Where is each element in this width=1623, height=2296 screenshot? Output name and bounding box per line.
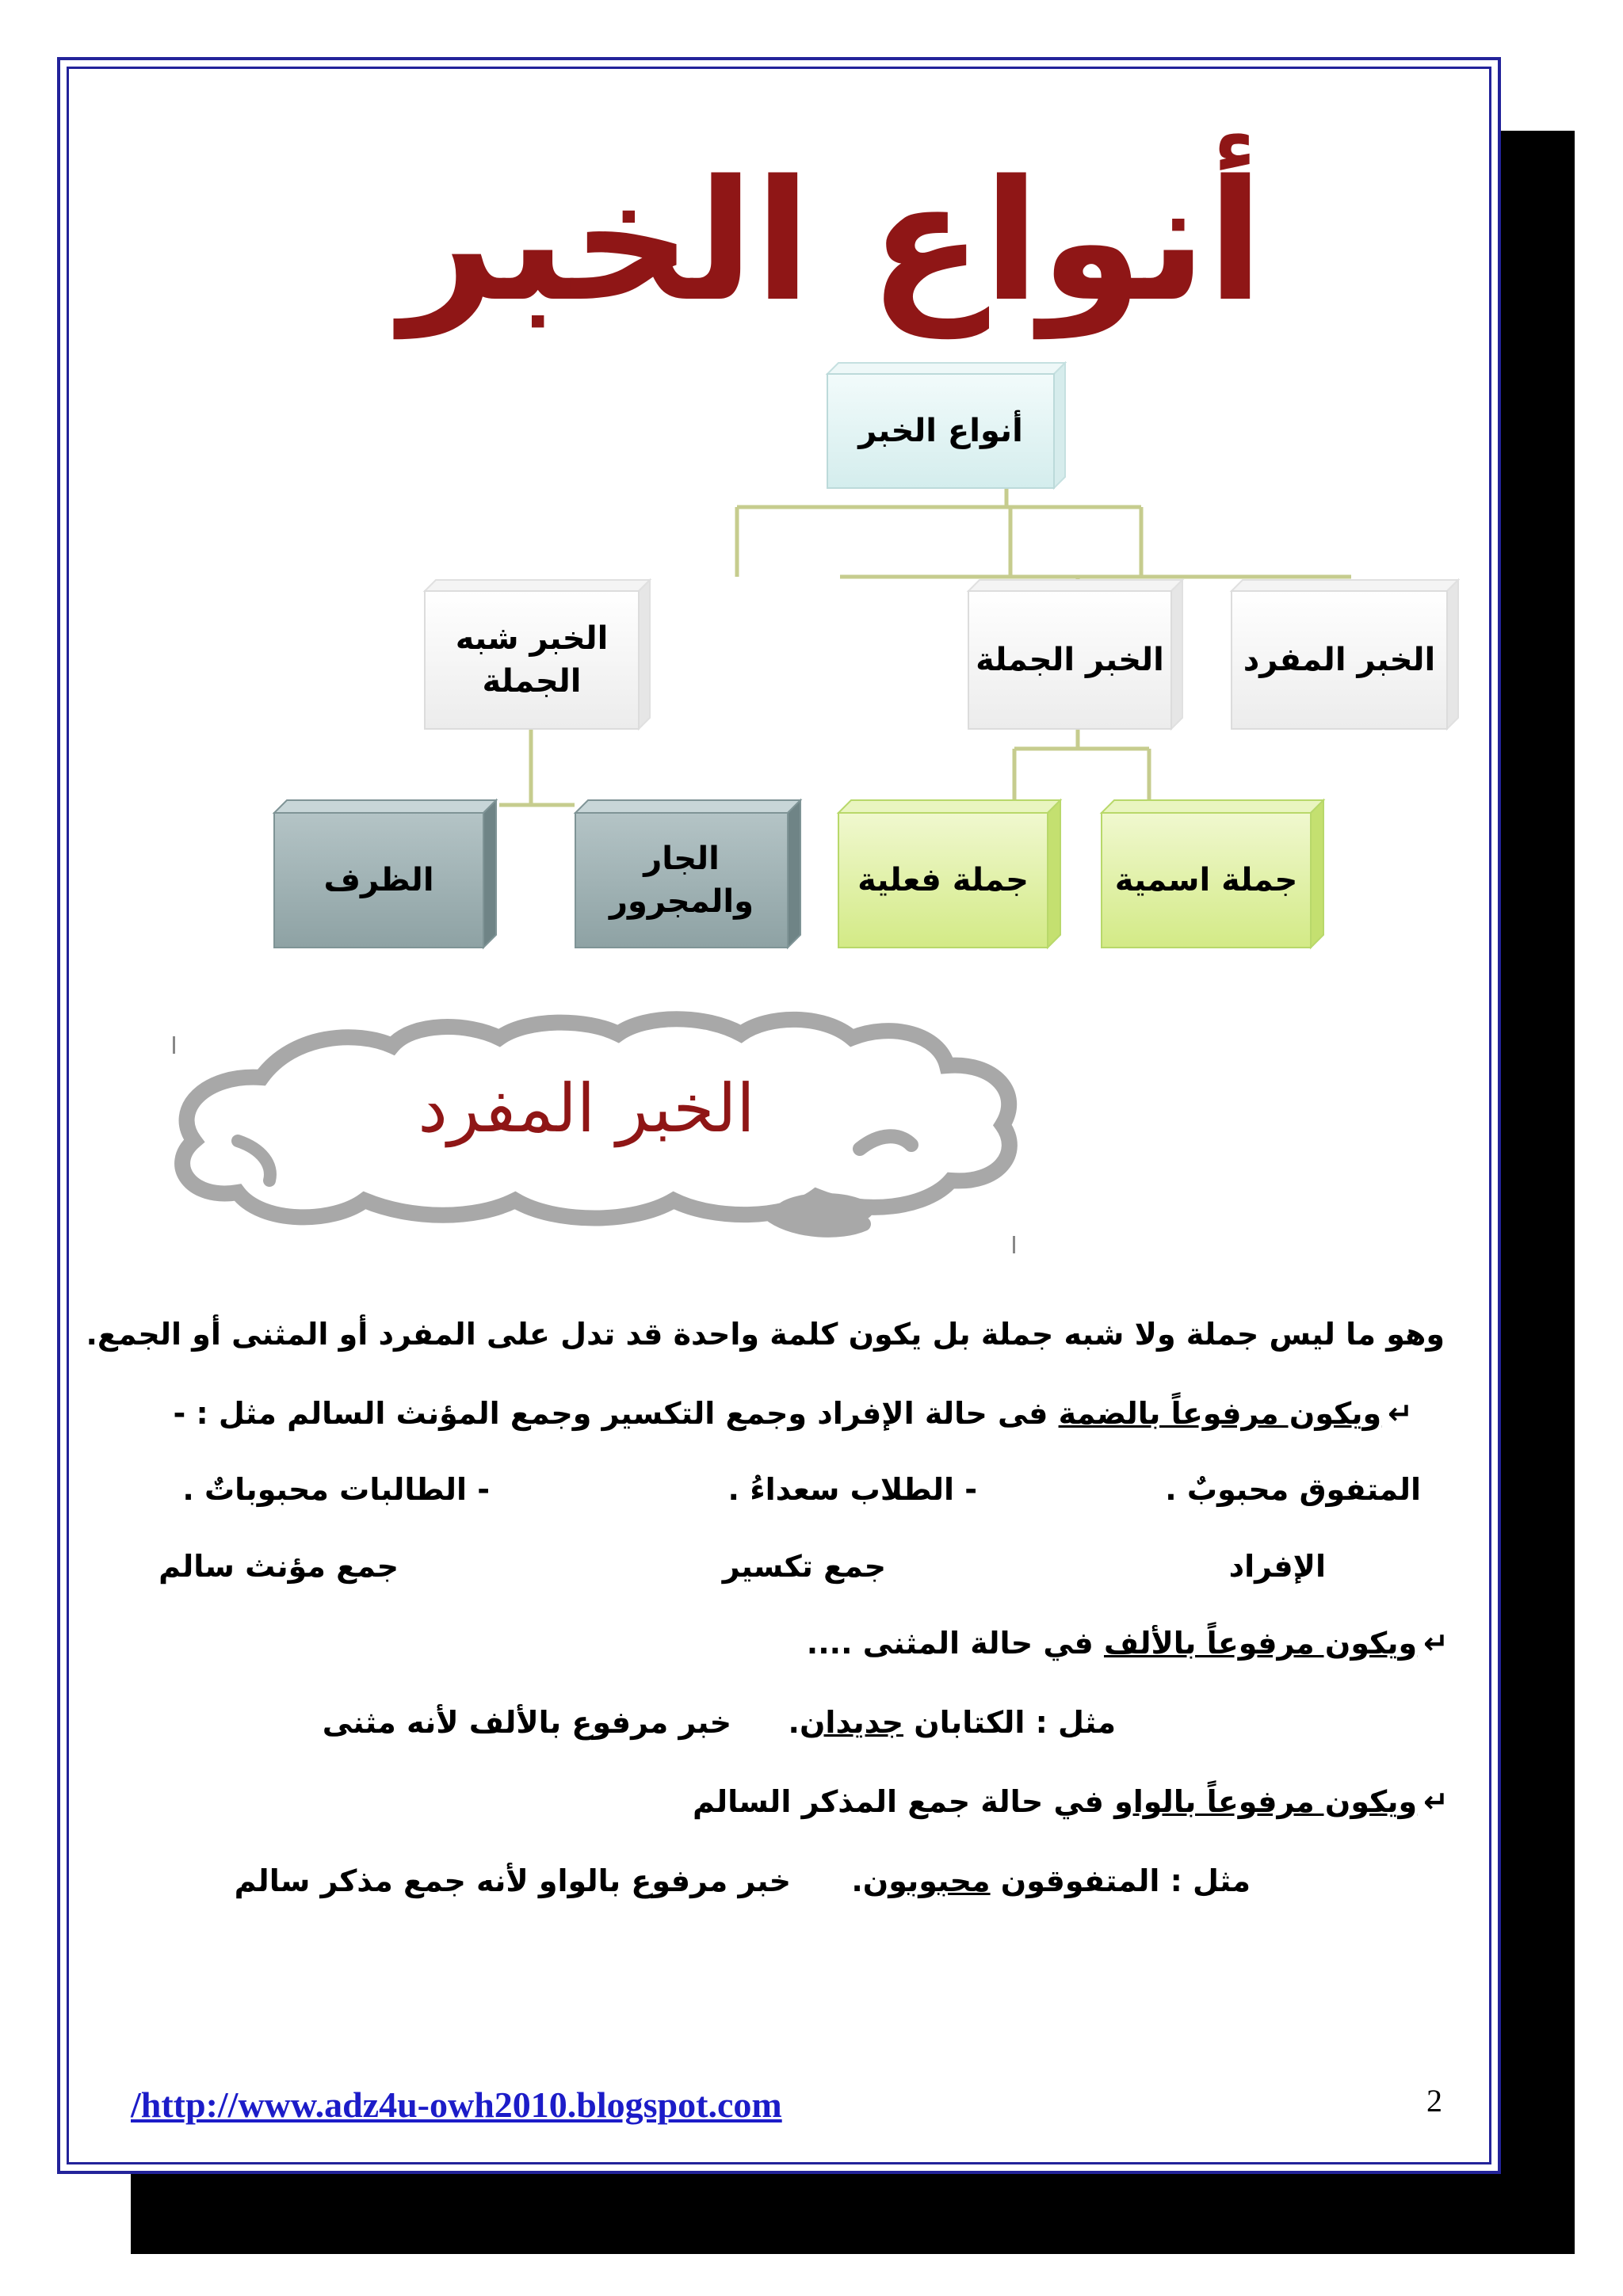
rule-2 xyxy=(807,1626,1449,1661)
node-jumla-filiya-label: جملة فعلية xyxy=(857,862,1029,898)
example-2-word: جديدان xyxy=(799,1705,903,1740)
rule-1 xyxy=(173,1396,1413,1431)
node-zarf-label: الظرف xyxy=(323,862,434,898)
footer-link[interactable]: /http://www.adz4u-owh2010.blogspot.com xyxy=(131,2084,782,2125)
example-2-note: خبر مرفوع بالألف لأنه مثنى xyxy=(322,1705,731,1740)
example-3-end: . xyxy=(851,1863,863,1898)
example-3-lead: مثل : المتفوقون xyxy=(990,1863,1251,1898)
node-root-label: أنواع الخبر xyxy=(858,413,1023,449)
definition-text: وهو ما ليس جملة ولا شبه جملة بل يكون كلمة واحدة قد تدل على المفرد أو المثنى أو الجمع. xyxy=(86,1317,1445,1352)
rule-3-suffix: في حالة جمع المذكر السالم xyxy=(693,1784,1115,1819)
rule-3-prefix: ويكون مرفوعاً بالواو xyxy=(1114,1784,1418,1819)
example-2-lead: مثل : الكتابان xyxy=(903,1705,1116,1740)
example-2-sentence xyxy=(789,1705,1116,1740)
decor-tick xyxy=(1013,1236,1015,1253)
arrow-icon: ↵ xyxy=(1423,1784,1449,1819)
example-type-2: جمع تكسير xyxy=(722,1549,886,1584)
example-2-end: . xyxy=(788,1705,800,1740)
example-2: - الطلاب سعداءُ . xyxy=(727,1472,977,1507)
cloud-dot xyxy=(775,1193,873,1228)
example-3-word: محبوبون xyxy=(862,1863,991,1898)
rule-1-prefix: ويكون مرفوعاً بالضمة xyxy=(1058,1396,1382,1431)
node-jumla-ismiya-label: جملة اسمية xyxy=(1114,862,1298,898)
cloud-heading: الخبر المفرد xyxy=(418,1070,755,1147)
decor-tick xyxy=(173,1036,175,1054)
arrow-icon: ↵ xyxy=(1388,1396,1413,1431)
node-khabar-jumla-label: الخبر الجملة xyxy=(976,642,1164,678)
example-type-1: الإفراد xyxy=(1228,1549,1326,1584)
rule-3 xyxy=(693,1784,1449,1819)
node-khabar-mufrad-label: الخبر المفرد xyxy=(1243,642,1436,678)
example-3-note: خبر مرفوع بالواو لأنه جمع مذكر سالم xyxy=(234,1863,791,1898)
example-type-3: جمع مؤنث سالم xyxy=(158,1549,399,1584)
rule-2-prefix: ويكون مرفوعاً بالألف xyxy=(1103,1626,1418,1661)
example-3-sentence xyxy=(851,1863,1251,1898)
rule-1-suffix: فى حالة الإفراد وجمع التكسير وجمع المؤنث السالم مثل : - xyxy=(173,1396,1059,1431)
example-3: - الطالبات محبوباتٌ . xyxy=(182,1472,490,1507)
arrow-icon: ↵ xyxy=(1423,1626,1449,1661)
example-1: المتفوق محبوبٌ . xyxy=(1165,1472,1421,1507)
page-title: أنواع الخبر xyxy=(400,144,1264,338)
node-jar-majrur-label: الجار والمجرور xyxy=(609,841,754,920)
node-khabar-shibh-jumla-label: الخبر شبه الجملة xyxy=(455,620,609,700)
page-number: 2 xyxy=(1426,2083,1442,2119)
rule-2-suffix: في حالة المثنى .... xyxy=(806,1626,1104,1661)
